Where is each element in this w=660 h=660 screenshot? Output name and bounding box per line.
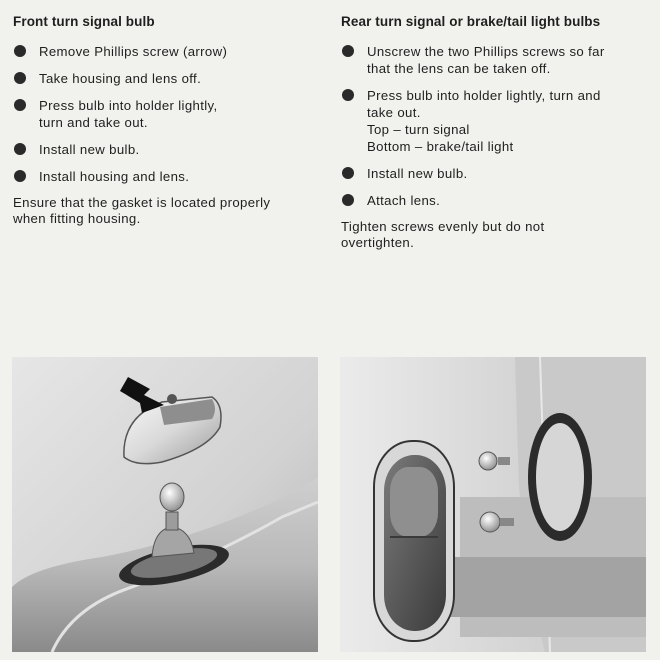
step-text: Unscrew the two Phillips screws so far bbox=[367, 44, 605, 59]
bullet-icon bbox=[14, 45, 26, 57]
note-line: when fitting housing. bbox=[13, 211, 141, 226]
rear-section bbox=[341, 14, 651, 251]
step-text: Press bulb into holder lightly, turn and bbox=[367, 88, 601, 103]
front-step-4 bbox=[13, 141, 323, 158]
step-text: Install new bulb. bbox=[367, 166, 468, 181]
front-step-5 bbox=[13, 168, 323, 185]
step-text: Top – turn signal bbox=[367, 122, 470, 137]
bullet-icon bbox=[14, 143, 26, 155]
step-text: Install new bulb. bbox=[39, 142, 140, 157]
note-line: overtighten. bbox=[341, 235, 415, 250]
bullet-icon bbox=[14, 170, 26, 182]
bullet-icon bbox=[342, 167, 354, 179]
front-turn-signal-photo bbox=[12, 357, 318, 652]
front-step-2 bbox=[13, 70, 323, 87]
bullet-icon bbox=[342, 89, 354, 101]
rear-step-2 bbox=[341, 87, 651, 155]
rear-section-title: Rear turn signal or brake/tail light bulbs bbox=[341, 14, 601, 29]
rear-step-4 bbox=[341, 192, 651, 209]
step-text: that the lens can be taken off. bbox=[367, 61, 551, 76]
rear-note bbox=[341, 219, 651, 251]
step-text: Take housing and lens off. bbox=[39, 71, 202, 86]
front-section-title: Front turn signal bulb bbox=[13, 14, 155, 29]
step-text: Install housing and lens. bbox=[39, 169, 190, 184]
rear-step-3 bbox=[341, 165, 651, 182]
bullet-icon bbox=[14, 72, 26, 84]
step-text: Attach lens. bbox=[367, 193, 441, 208]
step-text: take out. bbox=[367, 105, 421, 120]
step-text: Bottom – brake/tail light bbox=[367, 139, 514, 154]
front-steps-list bbox=[13, 43, 323, 185]
rear-light-photo bbox=[340, 357, 646, 652]
note-line: Tighten screws evenly but do not bbox=[341, 219, 545, 234]
rear-step-1 bbox=[341, 43, 651, 77]
note-line: Ensure that the gasket is located properly bbox=[13, 195, 271, 210]
bullet-icon bbox=[342, 45, 354, 57]
front-note bbox=[13, 195, 323, 227]
step-text: turn and take out. bbox=[39, 115, 148, 130]
front-section bbox=[13, 14, 323, 227]
front-step-1 bbox=[13, 43, 323, 60]
rear-steps-list bbox=[341, 43, 651, 209]
bullet-icon bbox=[14, 99, 26, 111]
step-text: Remove Phillips screw (arrow) bbox=[39, 44, 228, 59]
bullet-icon bbox=[342, 194, 354, 206]
step-text: Press bulb into holder lightly, bbox=[39, 98, 218, 113]
front-step-3 bbox=[13, 97, 323, 131]
